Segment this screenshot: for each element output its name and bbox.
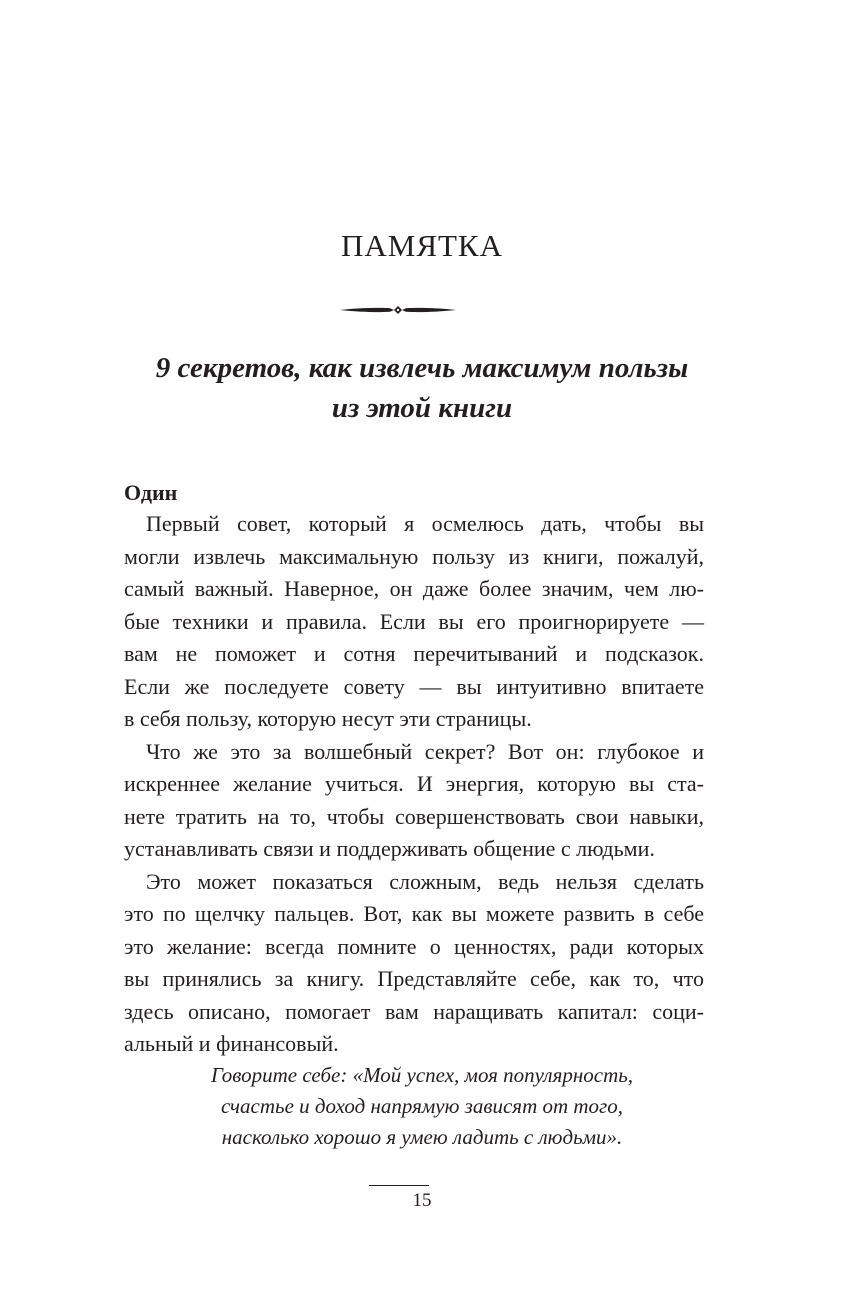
body-text [124,508,704,1061]
text-line: бые техники и правила. Если вы его проигнорируете — [124,608,704,634]
ornament-divider-icon [338,302,458,318]
footer-rule [369,1185,429,1186]
text-line: искреннее желание учиться. И энергия, которую вы ста- [124,771,704,796]
quote-line: счастье и доход напрямую зависят от того, [220,1094,624,1118]
text-line: альный и финансовый. [124,1031,339,1056]
text-line: это по щелчку пальцев. Вот, как вы можете развить в себе [124,901,704,926]
subtitle-line: 9 секретов, как извлечь максимум пользы [155,352,689,384]
text-line: Это может показаться сложным, ведь нельзя сделать [146,868,704,894]
text-line: Первый совет, который я осмелюсь дать, чтобы вы [146,511,704,536]
text-line: нете тратить на то, чтобы совершенствовать свои навыки, [124,803,704,829]
quote-line: насколько хорошо я умею ладить с людьми». [221,1125,623,1149]
section-heading: Один [124,480,178,505]
text-line: устанавливать связи и поддерживать общение с людьми. [124,836,655,861]
subtitle-line: из этой книги [331,392,513,424]
text-line: вам не поможет и сотня перечитываний и подсказок. [124,641,704,666]
text-line: это желание: всегда помните о ценностях, ради которых [124,933,704,959]
quote-block [0,1060,844,1153]
page-title: ПАМЯТКА [340,228,503,263]
text-line: могли извлечь максимальную пользу из книги, пожалуй, [124,543,704,569]
text-line: вы принялись за книгу. Представляйте себе, как то, что [124,966,704,991]
text-line: Что же это за волшебный секрет? Вот он: глубокое и [146,738,704,764]
page-number: 15 [412,1190,432,1211]
page-subtitle [0,348,844,428]
text-line: самый важный. Наверное, он даже более значим, чем лю- [124,576,704,601]
text-line: здесь описано, помогает вам наращивать капитал: соци- [124,998,704,1024]
text-line: Если же последуете совету — вы интуитивно впитаете [124,673,704,699]
quote-line: Говорите себе: «Мой успех, моя популярность, [210,1063,634,1087]
text-line: в себя пользу, которую несут эти страницы. [124,706,532,731]
